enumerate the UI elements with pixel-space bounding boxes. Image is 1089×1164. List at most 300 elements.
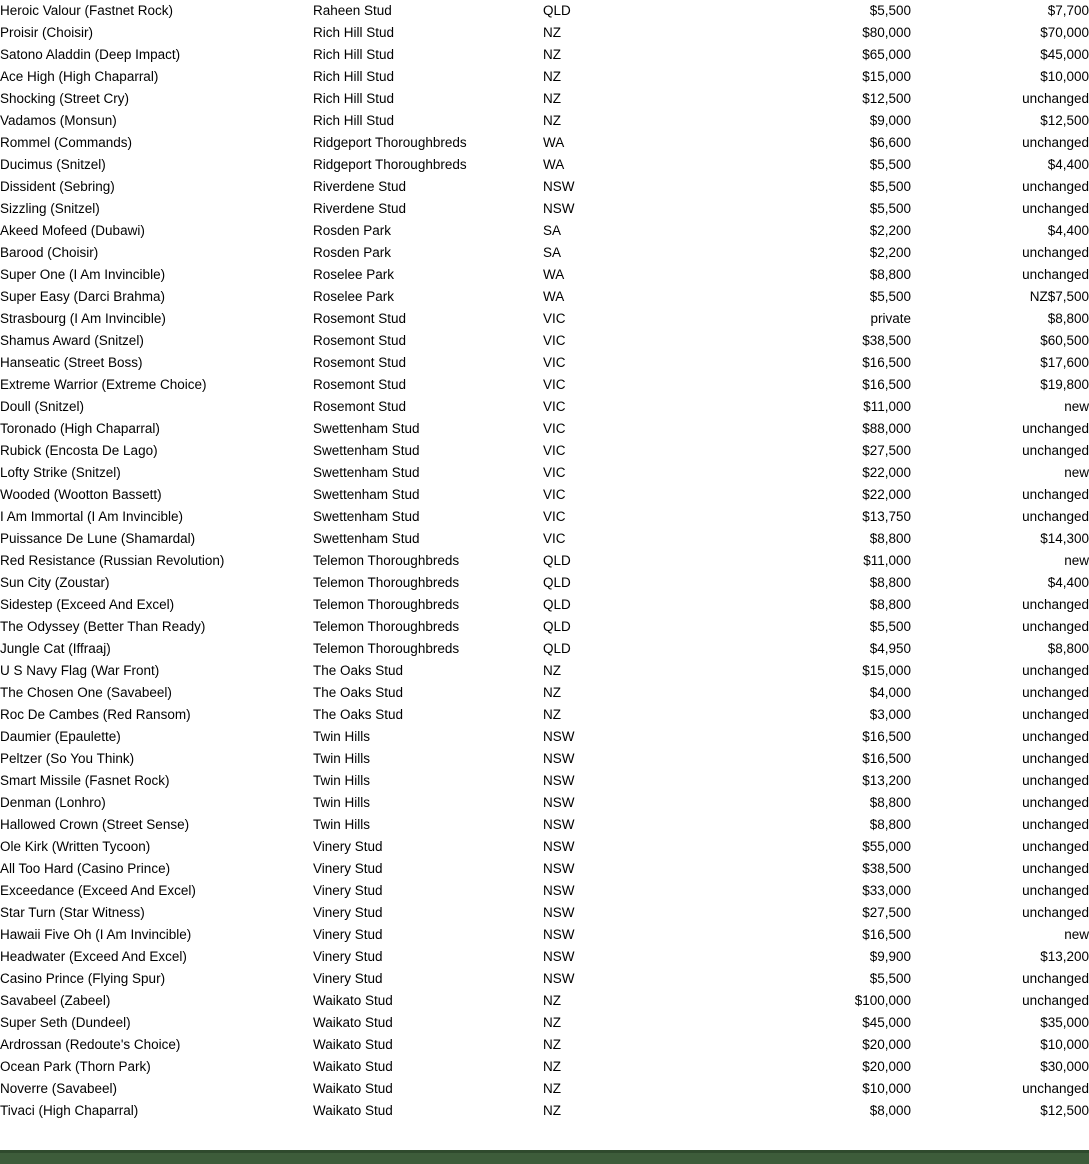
table-row [0,814,1089,836]
cell-previous: $10,000 [1040,1037,1089,1052]
cell-fee: $45,000 [862,1015,911,1030]
table-row [0,924,1089,946]
cell-fee: $16,500 [862,355,911,370]
cell-state: NZ [543,47,561,62]
cell-state: NSW [543,201,575,216]
cell-state: NSW [543,751,575,766]
table-row [0,902,1089,924]
cell-stallion: Sizzling (Snitzel) [0,201,100,216]
cell-state: NZ [543,1037,561,1052]
cell-fee: $27,500 [862,443,911,458]
cell-previous: unchanged [1022,795,1089,810]
cell-stallion: Ace High (High Chaparral) [0,69,159,84]
cell-state: NZ [543,113,561,128]
cell-fee: $8,800 [869,267,911,282]
cell-farm: Telemon Thoroughbreds [313,575,460,590]
cell-farm: Swettenham Stud [313,465,420,480]
cell-farm: Swettenham Stud [313,443,420,458]
cell-state: NZ [543,663,561,678]
cell-state: WA [543,289,565,304]
cell-fee: $13,200 [862,773,911,788]
cell-farm: Waikato Stud [313,993,393,1008]
cell-fee: $8,000 [869,1103,911,1118]
cell-state: NSW [543,729,575,744]
cell-fee: $5,500 [869,971,911,986]
cell-fee: $11,000 [863,399,911,414]
cell-fee: $9,000 [869,113,911,128]
cell-previous: $12,500 [1040,1103,1089,1118]
cell-fee: $8,800 [869,817,911,832]
table-row [0,198,1089,220]
cell-farm: Rosden Park [313,245,392,260]
cell-stallion: Jungle Cat (Iffraaj) [0,641,111,656]
cell-farm: Waikato Stud [313,1037,393,1052]
cell-farm: Rich Hill Stud [313,91,395,106]
table-row [0,462,1089,484]
table-row [0,946,1089,968]
cell-fee: $20,000 [862,1059,911,1074]
cell-state: VIC [543,333,566,348]
cell-state: NZ [543,1081,561,1096]
cell-stallion: Extreme Warrior (Extreme Choice) [0,377,207,392]
cell-stallion: Star Turn (Star Witness) [0,905,145,920]
cell-stallion: Wooded (Wootton Bassett) [0,487,162,502]
cell-previous: new [1064,399,1089,414]
cell-previous: $30,000 [1040,1059,1089,1074]
table-row [0,176,1089,198]
cell-previous: $4,400 [1047,223,1089,238]
cell-stallion: Akeed Mofeed (Dubawi) [0,223,145,238]
table-row [0,330,1089,352]
table-row [0,396,1089,418]
cell-farm: The Oaks Stud [313,707,404,722]
cell-stallion: Hawaii Five Oh (I Am Invincible) [0,927,192,942]
cell-farm: Rosemont Stud [313,399,407,414]
cell-state: SA [543,223,562,238]
cell-fee: $5,500 [869,157,911,172]
cell-state: VIC [543,421,566,436]
cell-farm: Swettenham Stud [313,531,420,546]
cell-fee: private [870,311,911,326]
cell-previous: NZ$7,500 [1029,289,1089,304]
table-row [0,880,1089,902]
cell-previous: $7,700 [1047,3,1089,18]
cell-stallion: Hallowed Crown (Street Sense) [0,817,190,832]
cell-stallion: Lofty Strike (Snitzel) [0,465,121,480]
table-row [0,1056,1089,1078]
table-row [0,44,1089,66]
cell-fee: $16,500 [862,377,911,392]
table-row [0,704,1089,726]
cell-stallion: Ocean Park (Thorn Park) [0,1059,151,1074]
cell-stallion: Rubick (Encosta De Lago) [0,443,158,458]
cell-fee: $11,000 [863,553,911,568]
cell-farm: Vinery Stud [313,905,383,920]
cell-farm: Telemon Thoroughbreds [313,641,460,656]
cell-fee: $16,500 [862,927,911,942]
cell-state: VIC [543,465,566,480]
cell-state: SA [543,245,562,260]
cell-farm: Rich Hill Stud [313,25,395,40]
cell-stallion: U S Navy Flag (War Front) [0,663,160,678]
table-row [0,528,1089,550]
cell-state: NSW [543,179,575,194]
cell-state: QLD [543,619,571,634]
table-row [0,726,1089,748]
cell-previous: unchanged [1022,883,1089,898]
table-row [0,550,1089,572]
cell-stallion: Doull (Snitzel) [0,399,85,414]
cell-farm: Telemon Thoroughbreds [313,619,460,634]
cell-previous: $10,000 [1040,69,1089,84]
cell-fee: $65,000 [862,47,911,62]
cell-previous: new [1064,553,1089,568]
table-row [0,308,1089,330]
cell-stallion: Heroic Valour (Fastnet Rock) [0,3,174,18]
cell-stallion: Proisir (Choisir) [0,25,94,40]
cell-fee: $8,800 [869,575,911,590]
cell-fee: $16,500 [862,729,911,744]
cell-stallion: Sun City (Zoustar) [0,575,110,590]
cell-farm: Waikato Stud [313,1059,393,1074]
cell-farm: Rosden Park [313,223,392,238]
cell-state: NSW [543,817,575,832]
cell-fee: $8,800 [869,597,911,612]
cell-stallion: Daumier (Epaulette) [0,729,121,744]
cell-previous: unchanged [1022,443,1089,458]
cell-stallion: Puissance De Lune (Shamardal) [0,531,196,546]
cell-fee: $38,500 [862,333,911,348]
cell-previous: $60,500 [1040,333,1089,348]
cell-fee: $9,900 [869,949,911,964]
cell-stallion: All Too Hard (Casino Prince) [0,861,171,876]
footer-bar [0,1150,1089,1164]
cell-stallion: Ducimus (Snitzel) [0,157,106,172]
cell-fee: $8,800 [869,531,911,546]
cell-stallion: Dissident (Sebring) [0,179,115,194]
table-row [0,616,1089,638]
cell-state: NZ [543,993,561,1008]
cell-fee: $12,500 [862,91,911,106]
cell-stallion: Ole Kirk (Written Tycoon) [0,839,151,854]
cell-previous: unchanged [1022,201,1089,216]
cell-state: QLD [543,575,571,590]
cell-stallion: Tivaci (High Chaparral) [0,1103,139,1118]
cell-farm: Vinery Stud [313,861,383,876]
cell-farm: Swettenham Stud [313,509,420,524]
table-row [0,572,1089,594]
cell-farm: Roselee Park [313,267,395,282]
table-row [0,440,1089,462]
cell-fee: $16,500 [862,751,911,766]
cell-state: VIC [543,399,566,414]
cell-fee: $5,500 [869,201,911,216]
table-row [0,638,1089,660]
table-row [0,220,1089,242]
table-row [0,352,1089,374]
cell-state: NSW [543,971,575,986]
cell-farm: Swettenham Stud [313,487,420,502]
cell-fee: $100,000 [854,993,911,1008]
table-row [0,506,1089,528]
cell-state: NZ [543,1059,561,1074]
cell-stallion: Smart Missile (Fasnet Rock) [0,773,170,788]
cell-stallion: Hanseatic (Street Boss) [0,355,143,370]
cell-fee: $5,500 [869,179,911,194]
cell-previous: new [1064,465,1089,480]
cell-previous: $4,400 [1047,575,1089,590]
cell-farm: Rich Hill Stud [313,69,395,84]
cell-previous: $13,200 [1040,949,1089,964]
cell-farm: Riverdene Stud [313,201,407,216]
cell-stallion: Shamus Award (Snitzel) [0,333,144,348]
cell-previous: unchanged [1022,619,1089,634]
cell-stallion: Headwater (Exceed And Excel) [0,949,187,964]
cell-state: NSW [543,927,575,942]
cell-state: NSW [543,883,575,898]
cell-stallion: Savabeel (Zabeel) [0,993,111,1008]
table-row [0,484,1089,506]
cell-state: NZ [543,91,561,106]
cell-previous: unchanged [1022,839,1089,854]
table-row [0,0,1089,22]
cell-state: QLD [543,597,571,612]
cell-previous: unchanged [1022,971,1089,986]
cell-previous: $4,400 [1047,157,1089,172]
cell-farm: Rosemont Stud [313,311,407,326]
cell-state: WA [543,157,565,172]
cell-fee: $15,000 [862,69,911,84]
cell-fee: $5,500 [869,3,911,18]
cell-previous: $17,600 [1040,355,1089,370]
table-row [0,792,1089,814]
cell-previous: unchanged [1022,751,1089,766]
cell-farm: Twin Hills [313,817,371,832]
cell-farm: Rosemont Stud [313,333,407,348]
cell-stallion: I Am Immortal (I Am Invincible) [0,509,184,524]
cell-state: VIC [543,531,566,546]
cell-previous: $8,800 [1047,641,1089,656]
table-row [0,154,1089,176]
cell-state: VIC [543,443,566,458]
cell-fee: $8,800 [869,795,911,810]
cell-fee: $3,000 [869,707,911,722]
cell-state: WA [543,135,565,150]
cell-state: VIC [543,311,566,326]
cell-farm: Riverdene Stud [313,179,407,194]
cell-previous: $45,000 [1040,47,1089,62]
table-row [0,418,1089,440]
cell-stallion: Ardrossan (Redoute's Choice) [0,1037,181,1052]
cell-state: NZ [543,1015,561,1030]
cell-state: NZ [543,685,561,700]
cell-fee: $10,000 [862,1081,911,1096]
cell-stallion: Roc De Cambes (Red Ransom) [0,707,191,722]
cell-stallion: Peltzer (So You Think) [0,751,135,766]
cell-stallion: Exceedance (Exceed And Excel) [0,883,196,898]
cell-state: VIC [543,487,566,502]
cell-previous: unchanged [1022,421,1089,436]
cell-stallion: Noverre (Savabeel) [0,1081,118,1096]
cell-state: NSW [543,773,575,788]
table-row [0,858,1089,880]
table-row [0,110,1089,132]
cell-farm: Twin Hills [313,751,371,766]
cell-fee: $38,500 [862,861,911,876]
cell-stallion: Red Resistance (Russian Revolution) [0,553,225,568]
cell-state: VIC [543,355,566,370]
cell-fee: $5,500 [869,619,911,634]
cell-farm: Twin Hills [313,729,371,744]
cell-previous: $14,300 [1040,531,1089,546]
cell-previous: $8,800 [1047,311,1089,326]
cell-state: QLD [543,641,571,656]
cell-farm: Rosemont Stud [313,377,407,392]
cell-state: WA [543,267,565,282]
table-row [0,836,1089,858]
cell-fee: $88,000 [862,421,911,436]
cell-fee: $22,000 [862,465,911,480]
cell-previous: unchanged [1022,179,1089,194]
cell-farm: Swettenham Stud [313,421,420,436]
cell-state: NSW [543,795,575,810]
cell-farm: Vinery Stud [313,971,383,986]
cell-previous: $19,800 [1040,377,1089,392]
table-row [0,242,1089,264]
cell-fee: $15,000 [862,663,911,678]
cell-previous: unchanged [1022,487,1089,502]
cell-previous: unchanged [1022,861,1089,876]
cell-farm: Telemon Thoroughbreds [313,553,460,568]
cell-fee: $2,200 [869,223,911,238]
cell-state: NZ [543,25,561,40]
cell-fee: $4,950 [869,641,911,656]
cell-fee: $13,750 [862,509,911,524]
cell-fee: $20,000 [862,1037,911,1052]
cell-previous: unchanged [1022,817,1089,832]
cell-state: QLD [543,553,571,568]
cell-fee: $55,000 [862,839,911,854]
cell-farm: Roselee Park [313,289,395,304]
cell-previous: unchanged [1022,773,1089,788]
cell-farm: Ridgeport Thoroughbreds [313,157,467,172]
cell-farm: Waikato Stud [313,1103,393,1118]
cell-previous: $70,000 [1040,25,1089,40]
table-row [0,990,1089,1012]
table-row [0,132,1089,154]
table-row [0,968,1089,990]
cell-stallion: The Chosen One (Savabeel) [0,685,172,700]
cell-previous: unchanged [1022,685,1089,700]
cell-previous: unchanged [1022,135,1089,150]
cell-farm: Rosemont Stud [313,355,407,370]
cell-fee: $2,200 [869,245,911,260]
cell-stallion: Strasbourg (I Am Invincible) [0,311,166,326]
cell-fee: $22,000 [862,487,911,502]
cell-stallion: Super Seth (Dundeel) [0,1015,131,1030]
cell-previous: unchanged [1022,905,1089,920]
table-row [0,264,1089,286]
cell-state: NSW [543,861,575,876]
table-row [0,1100,1089,1122]
cell-state: VIC [543,509,566,524]
cell-fee: $6,600 [869,135,911,150]
cell-farm: Twin Hills [313,795,371,810]
footer-bar-accent [0,1150,1089,1153]
cell-previous: unchanged [1022,267,1089,282]
table-row [0,748,1089,770]
cell-farm: Vinery Stud [313,839,383,854]
cell-stallion: Barood (Choisir) [0,245,99,260]
cell-state: NZ [543,707,561,722]
cell-state: VIC [543,377,566,392]
cell-stallion: Satono Aladdin (Deep Impact) [0,47,181,62]
cell-farm: The Oaks Stud [313,663,404,678]
table-row [0,1078,1089,1100]
cell-stallion: Sidestep (Exceed And Excel) [0,597,175,612]
cell-previous: unchanged [1022,245,1089,260]
cell-fee: $27,500 [862,905,911,920]
cell-stallion: Casino Prince (Flying Spur) [0,971,166,986]
cell-stallion: Rommel (Commands) [0,135,133,150]
cell-state: NSW [543,839,575,854]
cell-farm: Twin Hills [313,773,371,788]
cell-stallion: Super Easy (Darci Brahma) [0,289,166,304]
cell-farm: Vinery Stud [313,883,383,898]
cell-state: NZ [543,69,561,84]
cell-state: NZ [543,1103,561,1118]
cell-previous: unchanged [1022,91,1089,106]
cell-farm: Vinery Stud [313,949,383,964]
cell-farm: Raheen Stud [313,3,392,18]
table-row [0,22,1089,44]
table-row [0,88,1089,110]
cell-stallion: Shocking (Street Cry) [0,91,130,106]
cell-previous: $35,000 [1040,1015,1089,1030]
table-row [0,770,1089,792]
cell-farm: Rich Hill Stud [313,47,395,62]
cell-stallion: Vadamos (Monsun) [0,113,117,128]
cell-state: NSW [543,905,575,920]
cell-farm: Ridgeport Thoroughbreds [313,135,467,150]
cell-stallion: Denman (Lonhro) [0,795,106,810]
table-row [0,66,1089,88]
cell-state: NSW [543,949,575,964]
table-row [0,1034,1089,1056]
cell-previous: unchanged [1022,663,1089,678]
cell-previous: unchanged [1022,729,1089,744]
cell-previous: unchanged [1022,1081,1089,1096]
cell-fee: $33,000 [862,883,911,898]
cell-fee: $4,000 [869,685,911,700]
cell-farm: Telemon Thoroughbreds [313,597,460,612]
cell-previous: unchanged [1022,993,1089,1008]
table-row [0,682,1089,704]
cell-stallion: Toronado (High Chaparral) [0,421,160,436]
table-row [0,286,1089,308]
cell-farm: Rich Hill Stud [313,113,395,128]
cell-farm: Vinery Stud [313,927,383,942]
cell-previous: unchanged [1022,509,1089,524]
cell-previous: $12,500 [1040,113,1089,128]
table-row [0,594,1089,616]
cell-previous: unchanged [1022,707,1089,722]
cell-farm: Waikato Stud [313,1081,393,1096]
cell-stallion: The Odyssey (Better Than Ready) [0,619,206,634]
cell-state: QLD [543,3,571,18]
cell-previous: unchanged [1022,597,1089,612]
cell-previous: new [1064,927,1089,942]
